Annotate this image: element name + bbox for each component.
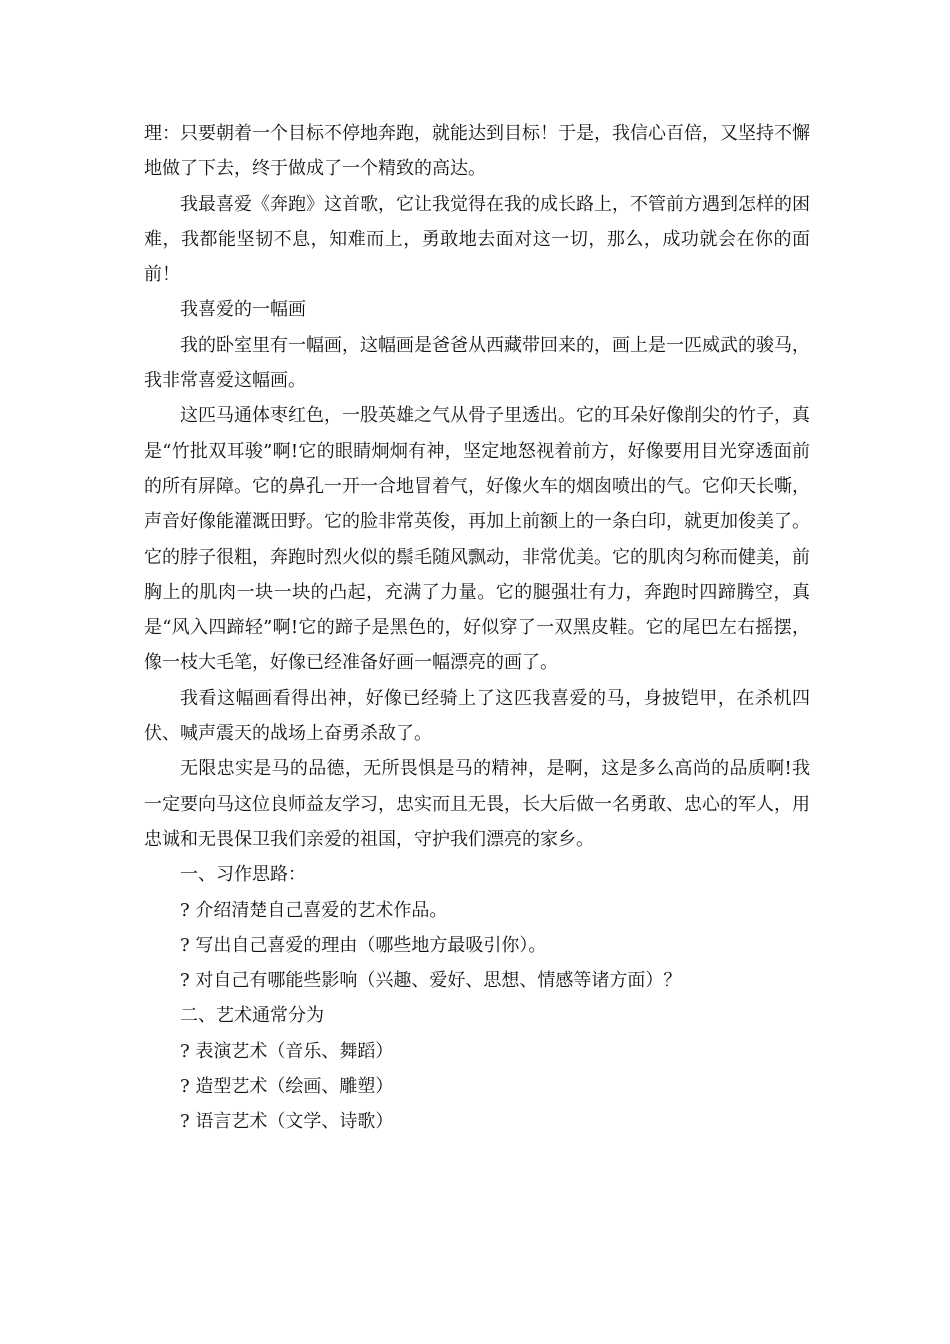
- essay-title: 我喜爱的一幅画: [180, 299, 306, 321]
- paragraph-intro: 我的卧室里有一幅画，这幅画是爸爸从西藏带回来的，画上是一匹威武的骏马，我非常喜爱这幅画。: [144, 334, 810, 392]
- paragraph-favorite-song: 我最喜爱《奔跑》这首歌，它让我觉得在我的成长路上，不管前方遇到怎样的困难，我都能坚韧不息，知难而上，勇敢地去面对这一切，那么，成功就会在你的面前！: [144, 193, 810, 286]
- paragraph-conclusion: 无限忠实是马的品德，无所畏惧是马的精神，是啊，这是多么高尚的品质啊!我一定要向马这位良师益友学习，忠实而且无畏，长大后做一名勇敢、忠心的军人，用忠诚和无畏保卫我们亲爱的祖国，守护我们漂亮的家乡。: [144, 758, 810, 850]
- list-item: ? 表演艺术（音乐、舞蹈）: [180, 1040, 394, 1062]
- list-item: ? 对自己有哪能些影响（兴趣、爱好、思想、情感等诸方面）？: [180, 970, 682, 992]
- section-heading-art-categories: 二、艺术通常分为: [180, 1005, 324, 1027]
- list-item: ? 造型艺术（绘画、雕塑）: [180, 1076, 394, 1098]
- section-heading-writing-ideas: 一、习作思路：: [180, 864, 306, 886]
- list-item: ? 语言艺术（文学、诗歌）: [180, 1111, 394, 1133]
- paragraph-continuation: 理：只要朝着一个目标不停地奔跑，就能达到目标！于是，我信心百倍，又坚持不懈地做了下去，终于做成了一个精致的高达。: [144, 123, 810, 180]
- list-item: ? 写出自己喜爱的理由（哪些地方最吸引你）。: [180, 934, 547, 956]
- paragraph-horse-description: 这匹马通体枣红色，一股英雄之气从骨子里透出。它的耳朵好像削尖的竹子，真是“竹批双耳骏”啊!它的眼睛炯炯有神，坚定地怒视着前方，好像要用目光穿透面前的所有屏障。它的鼻孔一开一合地冒着气，好像火车的烟囱喷出的气。它仰天长嘶，声音好像能灌溉田野。它的脸非常英俊，再加上前额上的一条白印，就更加俊美了。它的脖子很粗，奔跑时烈火似的鬃毛随风飘动，非常优美。它的肌肉匀称而健美，前胸上的肌肉一块一块的凸起，充满了力量。它的腿强壮有力，奔跑时四蹄腾空，真是“风入四蹄轻”啊!它的蹄子是黑色的，好似穿了一双黑皮鞋。它的尾巴左右摇摆，像一枝大毛笔，好像已经准备好画一幅漂亮的画了。: [144, 405, 810, 674]
- document-page: [144, 116, 810, 1140]
- list-item: ? 介绍清楚自己喜爱的艺术作品。: [180, 899, 448, 921]
- paragraph-imagination: 我看这幅画看得出神，好像已经骑上了这匹我喜爱的马，身披铠甲，在杀机四伏、喊声震天的战场上奋勇杀敌了。: [144, 687, 810, 745]
